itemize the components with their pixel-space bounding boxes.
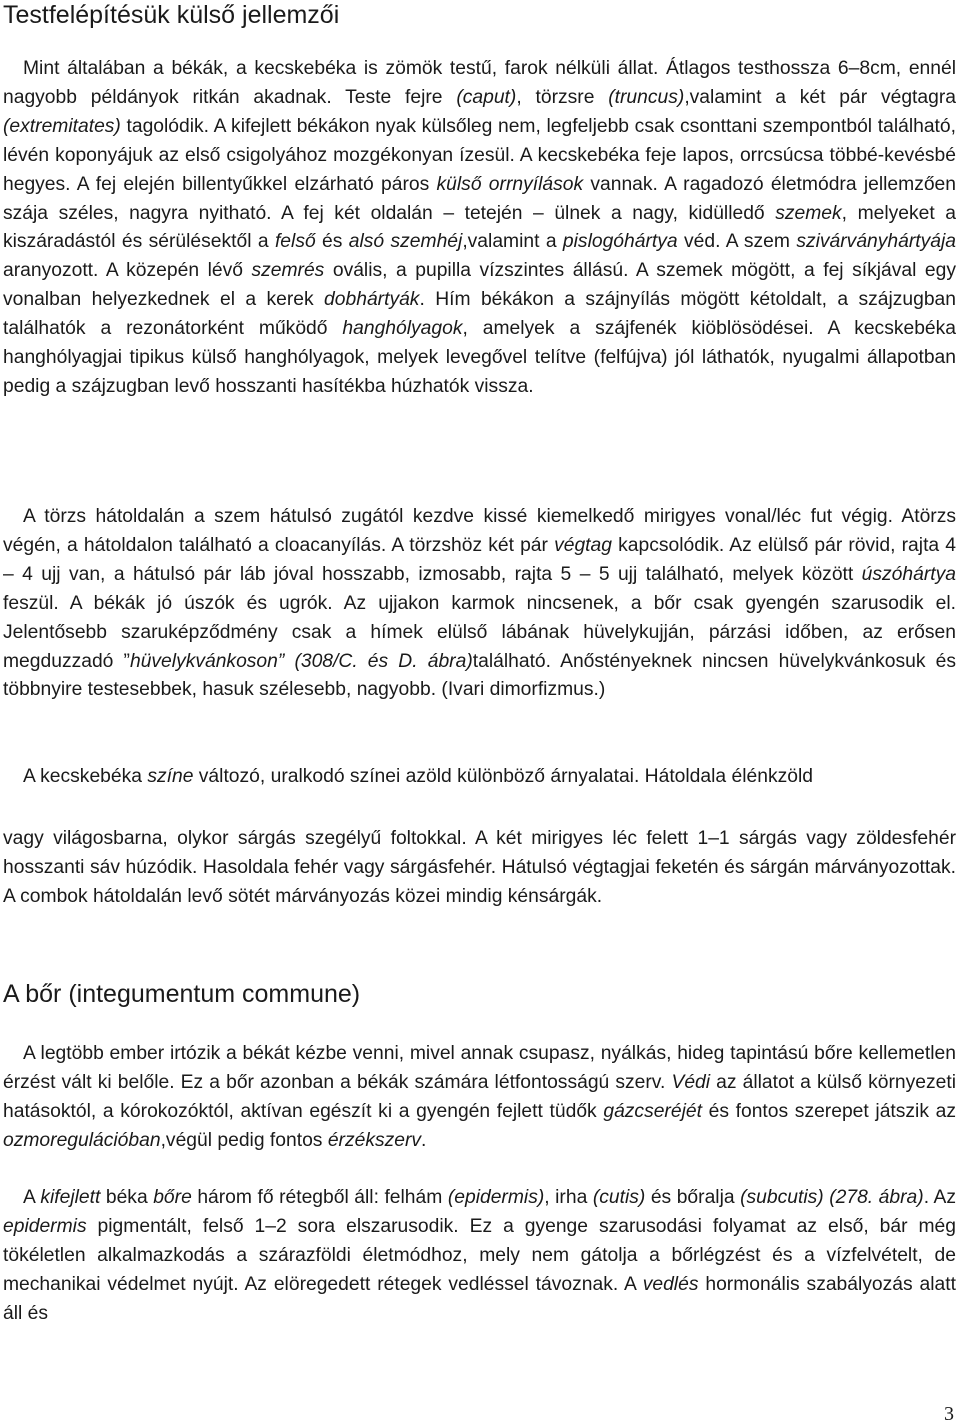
paragraph-trunk-limbs <box>3 503 956 705</box>
text-run: , törzsre <box>516 86 609 108</box>
italic-term: (truncus) <box>608 86 685 108</box>
page-number: 3 <box>944 1403 954 1425</box>
italic-term: hüvelykvánkoson” (308/C. és D. ábra) <box>129 650 473 672</box>
italic-term: úszóhártya <box>861 563 956 585</box>
text-run: hormonális szabályozás alatt áll és <box>3 1273 956 1324</box>
paragraph-skin-intro <box>3 1040 956 1156</box>
italic-term: színe <box>147 766 194 787</box>
italic-term: bőre <box>153 1187 192 1208</box>
italic-term: pislogóhártya <box>562 231 678 253</box>
italic-term: szemek <box>775 202 842 224</box>
text-run: és <box>315 231 349 253</box>
section-title-skin: A bőr (integumentum commune) <box>3 980 361 1008</box>
text-run: aranyozott. A közepén lévő <box>3 260 252 282</box>
text-run: változó, uralkodó színei azöld különböző árnyalatai. Hátoldala élénkzöld <box>193 766 813 787</box>
text-run: vannak. A ragadozó életmódra jellemzően szája széles, nagyra nyitható. A fej két oldalán – tetején – ülnek a nagy, kidülledő <box>3 173 957 224</box>
text-run: ,valamint a <box>462 231 563 253</box>
italic-term: (epidermis) <box>447 1187 545 1208</box>
text-run: ,végül pedig fontos <box>160 1129 328 1151</box>
italic-term: alsó szemhéj <box>348 231 463 253</box>
text-run: , irha <box>544 1187 593 1208</box>
text-run: , amelyek a szájfenék kiöblösödései. A kecskebéka hanghólyagjai tipikus külső hanghólyagok, melyek levegővel telítve (felfújva) jól láthatók, nyugalmi állapotban pedig a szájzugban levő hosszanti hasítékba húzhatók vissza. <box>3 318 957 397</box>
italic-term: szemrés <box>251 260 325 282</box>
text-run: található. Anőstényeknek nincsen hüvelykvánkosuk és többnyire testesebbek, hasuk szélesebb, nagyobb. (Ivari dimorfizmus.) <box>3 650 956 701</box>
text-run: ,valamint a két pár végtagra <box>684 86 957 108</box>
paragraph-color-continued <box>3 825 956 912</box>
italic-term: ozmoregulációban <box>3 1129 161 1151</box>
text-run: kapcsolódik. Az elülső pár rövid, rajta 4 – 4 ujj van, a hátulsó pár láb jóval hosszabb, izmosabb, rajta 5 – 5 ujj található, melyek között <box>3 534 956 585</box>
italic-term: külső orrnyílások <box>436 173 584 195</box>
paragraph-skin-layers <box>3 1184 956 1329</box>
text-run: , melyeket a kiszáradástól és sérülésektől a <box>3 202 957 253</box>
text-run: A kecskebéka <box>23 766 148 787</box>
italic-term: gázcseréjét <box>603 1100 702 1122</box>
text-run: A törzs hátoldalán a szem hátulsó zugától kezdve kissé kiemelkedő mirigyes vonal/léc fut végig. Atörzs végén, a hátoldalon található a cloacanyílás. A törzshöz két pár <box>3 506 956 556</box>
italic-term: (cutis) <box>592 1187 646 1208</box>
text-run: A <box>23 1187 41 1208</box>
text-run: és bőralja <box>645 1187 741 1208</box>
italic-term: hanghólyagok <box>342 318 463 340</box>
text-run: tagolódik. A kifejlett békákon nyak külsőleg nem, legfeljebb csak csonttani szempontból található, lévén koponyájuk az első csigolyához mozgékonyan ízesül. A kecskebéka feje lapos, orrcsúcsa többé-kevésbé hegyes. A fej elején billentyűkkel elzárható páros <box>3 115 956 195</box>
italic-term: dobhártyák <box>324 289 420 311</box>
italic-term: (extremitates) <box>3 115 121 137</box>
paragraph-external-features <box>3 55 956 402</box>
italic-term: felső <box>274 231 316 253</box>
text-run: A legtöbb ember irtózik a békát kézbe venni, mivel annak csupasz, nyálkás, hideg tapintású bőre kellemetlen érzést vált ki belőle. Ez a bőr azonban a békák számára létfontosságú szerv. <box>3 1043 956 1093</box>
text-run: . Hím békákon a szájnyílás mögött kétoldalt, a szájzugban találhatók a rezonátorként működő <box>3 289 956 340</box>
italic-term: (subcutis) (278. ábra) <box>740 1187 924 1208</box>
text-run: vagy világosbarna, olykor sárgás szegélyű foltokkal. A két mirigyes léc felett 1–1 sárgás vagy zöldesfehér hosszanti sáv húzódik. Hasoldala fehér vagy sárgásfehér. Hátulsó végtagjai feketén és sárgán márványozottak. A combok hátoldalán levő sötét márványozás közei mindig kénsárgák. <box>3 828 956 907</box>
italic-term: epidermis <box>3 1215 87 1237</box>
italic-term: szivárványhártyája <box>796 231 957 253</box>
text-run: véd. A szem <box>677 231 797 253</box>
text-run: három fő rétegből áll: felhám <box>191 1187 448 1208</box>
text-run: pigmentált, felső 1–2 sora elszarusodik. Ez a gyenge szarusodási folyamat az első, bár még tökéletlen alkalmazkodás a szárazföldi életmódhoz, mely nem gátolja a bőrlégzést és a vízfelvételt, de mechanikai védelmet nyújt. Az elöregedett rétegek vedléssel távoznak. A <box>3 1215 956 1295</box>
text-run: és fontos szerepet játszik az <box>701 1100 957 1122</box>
italic-term: érzékszerv <box>327 1129 422 1151</box>
text-run: Mint általában a békák, a kecskebéka is zömök testű, farok nélküli állat. Átlagos testhossza 6–8cm, ennél nagyobb példányok ritkán akadnak. Teste fejre <box>3 58 956 108</box>
text-run: feszül. A békák jó úszók és ugrók. Az ujjakon karmok nincsenek, a bőr csak gyengén szarusodik el. Jelentősebb szaruképződmény csak a hímek elülső lábának hüvelykujján, párzási időben, az erősen megduzzadó ” <box>3 592 956 672</box>
text-run: . <box>421 1129 427 1151</box>
italic-term: kifejlett <box>40 1187 101 1208</box>
text-run: az állatot a külső környezeti hatásoktól, a kórokozóktól, aktívan egészít ki a gyengén fejlett tüdők <box>3 1071 957 1122</box>
italic-term: végtag <box>554 534 612 556</box>
italic-term: (caput) <box>456 86 517 108</box>
text-run: . Az <box>923 1187 956 1208</box>
italic-term: vedlés <box>642 1273 699 1295</box>
text-run: ovális, a pupilla vízszintes állású. A szemek mögött, a fej síkjával egy vonalban helyezkednek el a kerek <box>3 260 956 311</box>
text-run: béka <box>100 1187 154 1208</box>
section-title: Testfelépítésük külső jellemzői <box>3 1 340 29</box>
italic-term: Védi <box>671 1071 711 1093</box>
paragraph-color <box>3 763 956 792</box>
